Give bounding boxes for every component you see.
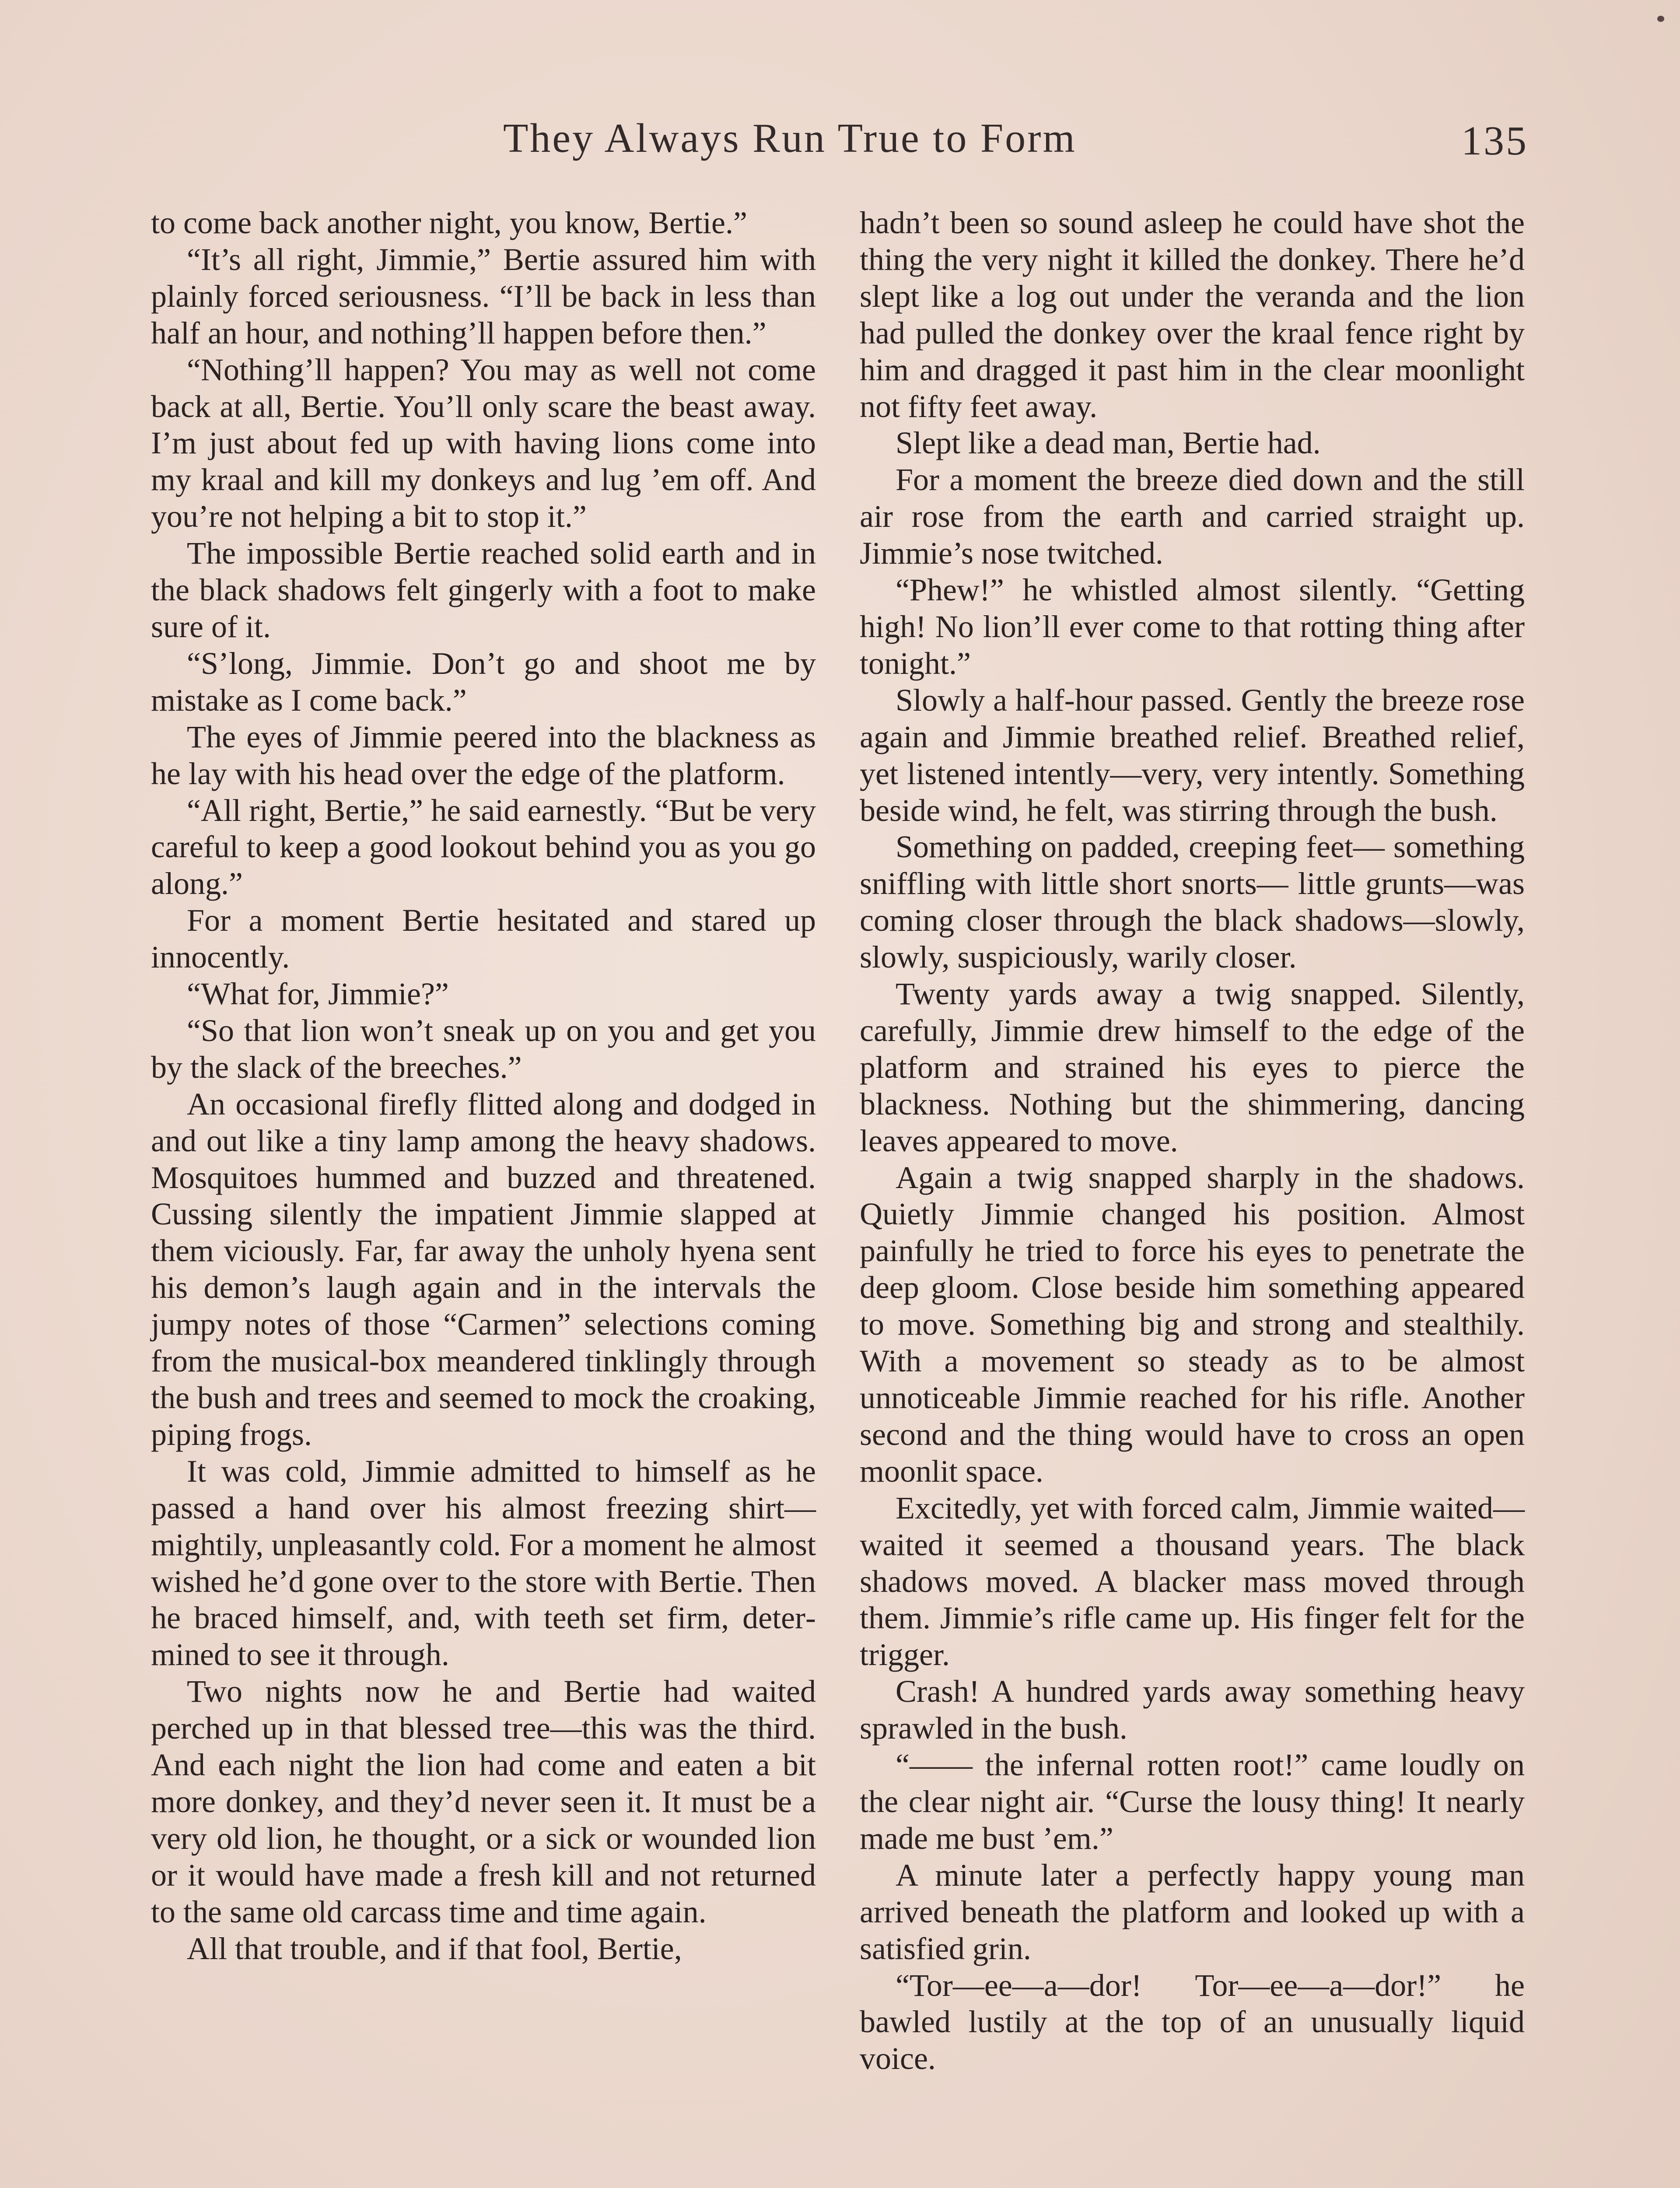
right-column-paragraph: hadn’t been so sound asleep he could have shot the thing the very night it killed the donkey. There he’d slept like a log out under the veranda and the lion had pulled the donkey over the kraal fence right by him and dragged it past him in the clear moonlight not fifty feet away. [860,205,1525,424]
left-column-paragraph: Two nights now he and Bertie had waited perched up in that blessed tree—this was the third. And each night the lion had come and eaten a bit more donkey, and they’d never seen it. It must be a very old lion, he thought, or a sick or wounded lion or it would have made a fresh kill and not returned to the same old carcass time and time again. [151,1674,816,1929]
left-column-paragraph: The impossible Bertie reached solid earth and in the black shadows felt gingerly with a foot to make sure of it. [151,536,816,644]
running-header [0,115,1680,172]
right-column-paragraph: Excitedly, yet with forced calm, Jimmie waited—waited it seemed a thousand years. The black shadows moved. A blacker mass moved through them. Jimmie’s rifle came up. His finger felt for the trigger. [860,1490,1525,1673]
right-column-paragraph: Again a twig snapped sharply in the shadows. Quietly Jimmie changed his position. Almost painfully he tried to force his eyes to penetrate the deep gloom. Close beside him something appeared to move. Something big and strong and stealthily. With a movement so steady as to be almost unnoticeable Jimmie reached for his rifle. Another second and the thing would have to cross an open moonlit space. [860,1160,1525,1489]
left-column-paragraph: All that trouble, and if that fool, Bertie, [187,1931,682,1966]
left-column-paragraph: “So that lion won’t sneak up on you and get you by the slack of the breeches.” [151,1013,816,1085]
right-column-paragraph: Slowly a half-hour passed. Gently the breeze rose again and Jimmie breathed relief. Breathed relief, yet listened intently—very, very intently. Something beside wind, he felt, was stirring through the bush. [860,682,1525,828]
left-column-paragraph: For a moment Bertie hesitated and stared up innocently. [151,903,816,975]
right-column-paragraph: “—— the infernal rotten root!” came loudly on the clear night air. “Curse the lousy thing! It nearly made me bust ’em.” [860,1747,1525,1856]
left-column-paragraph: “What for, Jimmie?” [187,976,449,1012]
left-column-paragraph: “It’s all right, Jimmie,” Bertie assured him with plainly forced seriousness. “I’ll be back in less than half an hour, and nothing’ll happen before then.” [151,242,816,351]
left-column-paragraph: The eyes of Jimmie peered into the blackness as he lay with his head over the edge of the platform. [151,719,816,791]
right-column-paragraph: For a moment the breeze died down and the still air rose from the earth and carried straight up. Jimmie’s nose twitched. [860,462,1525,571]
right-column-paragraph: Crash! A hundred yards away something heavy sprawled in the bush. [860,1674,1525,1746]
left-column-paragraph: “S’long, Jimmie. Don’t go and shoot me by mistake as I come back.” [151,645,816,718]
left-column-paragraph: An occasional firefly flitted along and dodged in and out like a tiny lamp among the heavy shadows. Mosquitoes hummed and buzzed and threatened. Cussing silently the impatient Jimmie slapped at them viciously. Far, far away the unholy hyena sent his demon’s laugh again and in the intervals the jumpy notes of those “Carmen” selections coming from the musical-box meandered tinklingly through the bush and trees and seemed to mock the croaking, piping frogs. [151,1086,816,1452]
right-column-paragraph: A minute later a perfectly happy young man arrived beneath the platform and looked up with a satisfied grin. [860,1857,1525,1966]
left-column-paragraph: “All right, Bertie,” he said earnestly. “But be very careful to keep a good lookout behind you as you go along.” [151,792,816,901]
left-column-paragraph: “Nothing’ll happen? You may as well not come back at all, Bertie. You’ll only scare the beast away. I’m just about fed up with having lions come into my kraal and kill my donkeys and lug ’em off. And you’re not helping a bit to stop it.” [151,352,816,534]
running-title: They Always Run True to Form [503,116,1077,161]
right-column-paragraph: “Phew!” he whistled almost silently. “Getting high! No lion’ll ever come to that rotting thing after tonight.” [860,572,1525,681]
left-column-paragraph: It was cold, Jimmie admitted to himself as he passed a hand over his almost freezing shirt—mightily, unpleasantly cold. For a moment he almost wished he’d gone over to the store with Bertie. Then he braced himself, and, with teeth set firm, determined to see it through. [151,1453,816,1673]
right-column-paragraph: Slept like a dead man, Bertie had. [896,425,1321,461]
page-number: 135 [1461,118,1528,164]
right-column [860,205,1525,2077]
left-column-paragraph: to come back another night, you know, Bertie.” [151,205,747,240]
right-column-paragraph: “Tor—ee—a—dor! Tor—ee—a—dor!” he bawled lustily at the top of an unusually liquid voice. [860,1967,1525,2076]
right-column-paragraph: Twenty yards away a twig snapped. Silently, carefully, Jimmie drew himself to the edge of the platform and strained his eyes to pierce the blackness. Nothing but the shimmering, dancing leaves appeared to move. [860,976,1525,1158]
right-column-paragraph: Something on padded, creeping feet— something sniffling with little short snorts— little grunts—was coming closer through the black shadows—slowly, slowly, suspiciously, warily closer. [860,829,1525,975]
left-column [151,205,816,1967]
